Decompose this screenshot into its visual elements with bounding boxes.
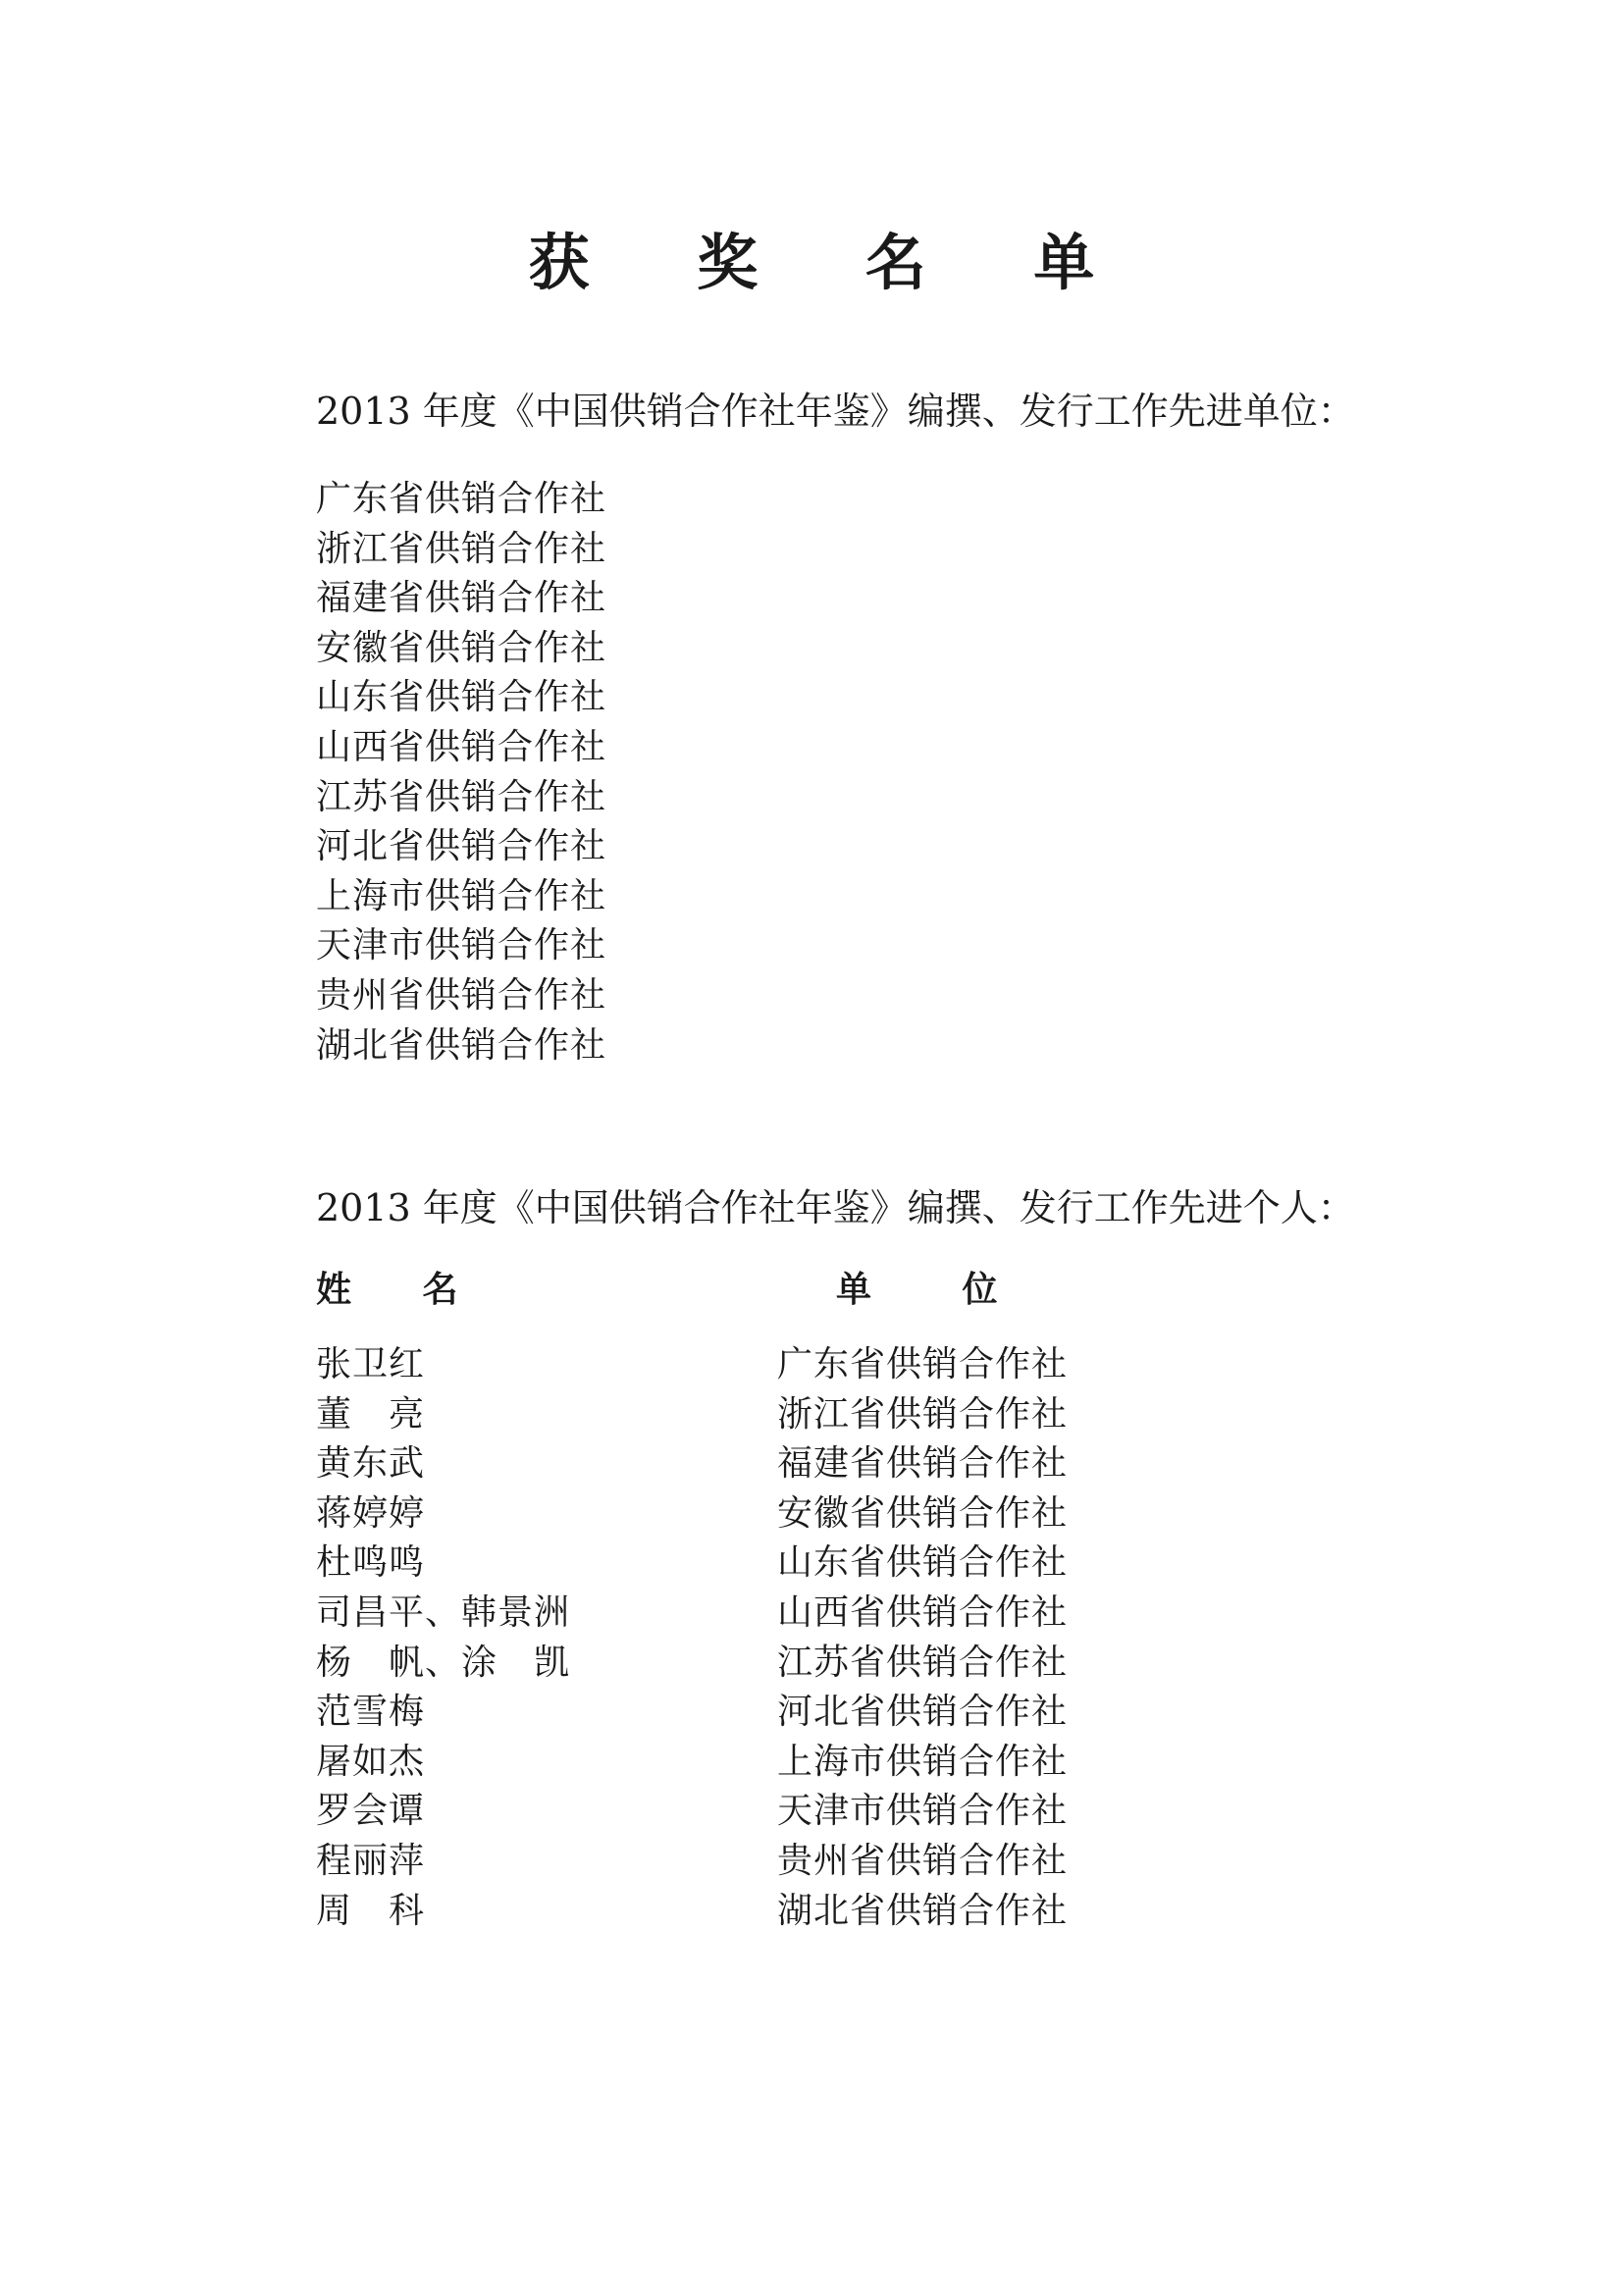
- list-item: 上海市供销合作社: [316, 875, 607, 916]
- list-item: 贵州省供销合作社: [316, 974, 607, 1016]
- person-name: 蒋婷婷: [316, 1492, 426, 1534]
- person-unit: 湖北省供销合作社: [777, 1890, 1069, 1931]
- person-name: 罗会谭: [316, 1791, 426, 1832]
- list-item: 河北省供销合作社: [316, 826, 607, 867]
- person-unit: 山东省供销合作社: [777, 1542, 1069, 1584]
- advanced-units-list: [316, 475, 606, 1070]
- list-item: 安徽省供销合作社: [316, 627, 607, 668]
- person-unit: 江苏省供销合作社: [777, 1642, 1069, 1683]
- column-header-unit: 单 位: [836, 1270, 1037, 1310]
- list-item: 广东省供销合作社: [316, 479, 607, 519]
- person-unit: 广东省供销合作社: [777, 1344, 1069, 1384]
- person-unit: 福建省供销合作社: [777, 1443, 1069, 1485]
- person-unit: 河北省供销合作社: [777, 1692, 1069, 1733]
- list-item: 山西省供销合作社: [316, 726, 607, 767]
- person-name: 周 科: [316, 1890, 426, 1931]
- advanced-units-heading: 2013 年度《中国供销合作社年鉴》编撰、发行工作先进单位：: [316, 390, 1355, 433]
- list-item: 湖北省供销合作社: [316, 1024, 607, 1066]
- person-name: 杨 帆、涂 凯: [316, 1642, 571, 1683]
- person-unit: 贵州省供销合作社: [777, 1840, 1069, 1881]
- person-unit: 天津市供销合作社: [777, 1791, 1069, 1832]
- list-item: 浙江省供销合作社: [316, 528, 607, 569]
- person-name: 屠如杰: [316, 1741, 426, 1782]
- person-unit: 安徽省供销合作社: [777, 1492, 1069, 1534]
- list-item: 福建省供销合作社: [316, 578, 607, 619]
- person-name: 范雪梅: [316, 1692, 426, 1733]
- person-name: 张卫红: [316, 1344, 426, 1384]
- person-unit: 浙江省供销合作社: [777, 1393, 1069, 1435]
- advanced-individuals-heading: 2013 年度《中国供销合作社年鉴》编撰、发行工作先进个人：: [316, 1186, 1355, 1229]
- person-name: 杜鸣鸣: [316, 1542, 426, 1584]
- person-unit: 山西省供销合作社: [777, 1592, 1069, 1633]
- list-item: 山东省供销合作社: [316, 677, 607, 718]
- person-name: 董 亮: [316, 1393, 426, 1435]
- list-item: 江苏省供销合作社: [316, 776, 607, 817]
- column-header-name: 姓 名: [316, 1270, 488, 1310]
- list-item: 天津市供销合作社: [316, 925, 607, 966]
- person-name: 程丽萍: [316, 1840, 426, 1881]
- page-title: 获 奖 名 单: [528, 227, 1138, 298]
- person-name: 司昌平、韩景洲: [316, 1592, 571, 1633]
- person-unit: 上海市供销合作社: [777, 1741, 1069, 1782]
- person-name: 黄东武: [316, 1443, 426, 1485]
